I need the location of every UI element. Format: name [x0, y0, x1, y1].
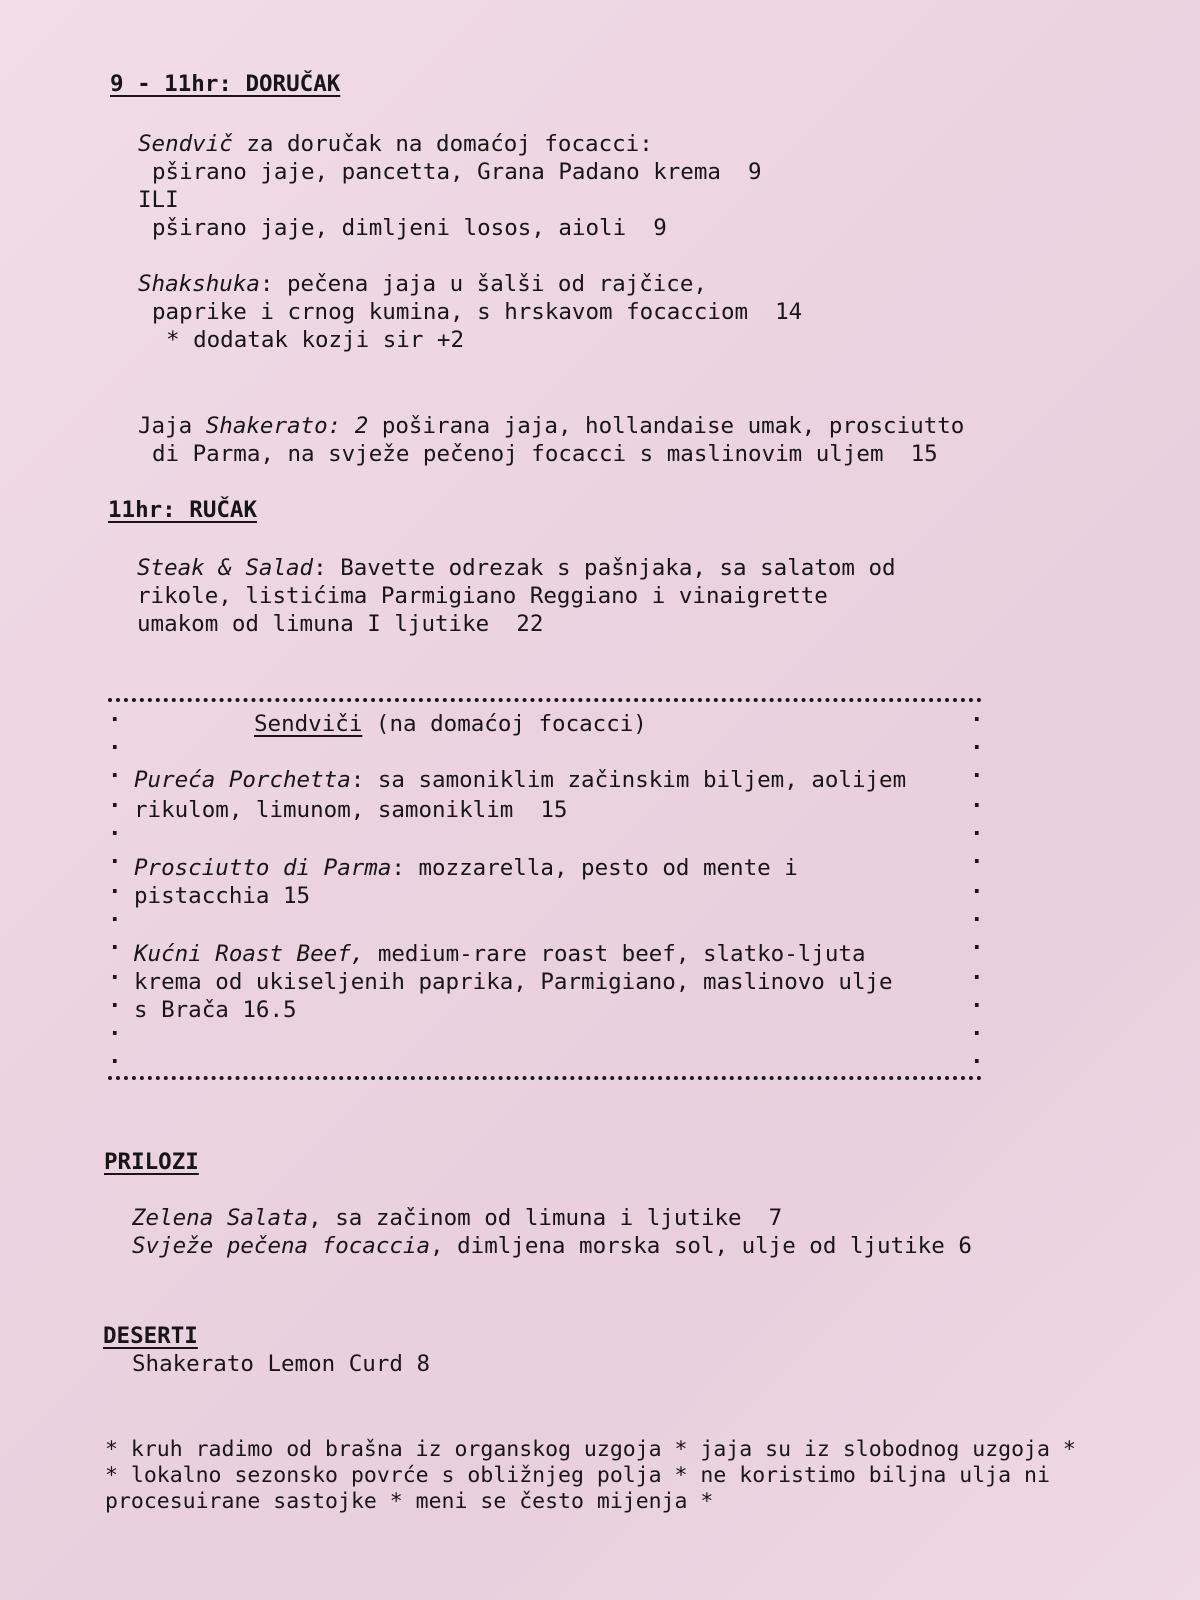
desserts-heading: DESERTI: [103, 1323, 198, 1349]
roastbeef-name: Kućni Roast Beef,: [134, 941, 365, 967]
roastbeef-title: [134, 940, 866, 968]
box-dot: .: [970, 701, 984, 727]
side-salad-desc: , sa začinom od limuna i ljutike 7: [308, 1205, 783, 1231]
dessert-item: Shakerato Lemon Curd 8: [132, 1351, 431, 1377]
box-dot: .: [970, 729, 984, 755]
box-dot: .: [970, 929, 984, 955]
breakfast-heading: 9 - 11hr: DORUČAK: [110, 71, 341, 97]
shakshuka-line-2: paprike i crnog kumina, s hrskavom focacciom 14: [152, 299, 803, 325]
sandwiches-title: Sendviči: [254, 711, 363, 737]
shakshuka-name: Shakshuka: [138, 271, 260, 297]
side-focaccia-desc: , dimljena morska sol, ulje od ljutike 6: [430, 1233, 972, 1259]
box-dot: .: [108, 1043, 122, 1069]
steak-salad-line-2: rikole, listićima Parmigiano Reggiano i vinaigrette: [137, 583, 828, 609]
box-dot: .: [970, 843, 984, 869]
box-dot: .: [108, 757, 122, 783]
box-dot: .: [970, 815, 984, 841]
porchetta-name: Pureća Porchetta: [134, 767, 351, 793]
box-dot: .: [108, 901, 122, 927]
box-dot: .: [970, 959, 984, 985]
breakfast-sandwich-option-1: pširano jaje, pancetta, Grana Padano krema 9: [152, 159, 762, 185]
steak-salad-desc: : Bavette odrezak s pašnjaka, sa salatom od: [313, 555, 896, 581]
box-dot: .: [108, 843, 122, 869]
porchetta-desc: : sa samoniklim začinskim biljem, aolijem: [350, 767, 907, 793]
box-dot: .: [970, 1043, 984, 1069]
prosciutto-title: [134, 854, 798, 882]
breakfast-sandwich-title: [138, 130, 653, 158]
box-dot: .: [108, 729, 122, 755]
box-dot: .: [108, 959, 122, 985]
steak-salad-title: [137, 554, 896, 582]
breakfast-sandwich-or: ILI: [138, 187, 179, 213]
side-salad: [132, 1204, 782, 1232]
box-dot: .: [108, 987, 122, 1013]
porchetta-line-2: rikulom, limunom, samoniklim 15: [134, 797, 568, 823]
jaja-shakerato-desc: poširana jaja, hollandaise umak, prosciutto: [368, 413, 965, 439]
footer-line-1: * kruh radimo od brašna iz organskog uzgoja * jaja su iz slobodnog uzgoja *: [105, 1437, 1076, 1462]
sides-heading: PRILOZI: [104, 1149, 199, 1175]
sandwiches-subtitle: (na domaćoj focacci): [362, 711, 647, 737]
footer-line-3: procesuirane sastojke * meni se često mijenja *: [105, 1489, 714, 1514]
jaja-prefix: Jaja: [138, 413, 206, 439]
shakshuka-addon: * dodatak kozji sir +2: [166, 327, 465, 353]
shakshuka-desc: : pečena jaja u šalši od rajčice,: [259, 271, 707, 297]
box-dot: .: [970, 901, 984, 927]
side-focaccia: [132, 1232, 972, 1260]
box-dot: .: [108, 1015, 122, 1041]
sandwich-box-top-border: [108, 698, 982, 702]
box-dot: .: [108, 815, 122, 841]
side-salad-name: Zelena Salata: [132, 1205, 309, 1231]
prosciutto-line-2: pistacchia 15: [134, 883, 311, 909]
shakshuka-title: [138, 270, 707, 298]
steak-salad-line-3: umakom od limuna I ljutike 22: [137, 611, 544, 637]
side-focaccia-name: Svježe pečena focaccia: [132, 1233, 431, 1259]
jaja-shakerato-name: Shakerato: 2: [205, 413, 369, 439]
box-dot: .: [108, 873, 122, 899]
sandwiches-header: [254, 710, 647, 738]
box-dot: .: [108, 787, 122, 813]
box-dot: .: [970, 787, 984, 813]
jaja-shakerato-title: [138, 412, 964, 440]
box-dot: .: [108, 929, 122, 955]
prosciutto-desc: : mozzarella, pesto od mente i: [391, 855, 798, 881]
roastbeef-desc: medium-rare roast beef, slatko-ljuta: [364, 941, 866, 967]
box-dot: .: [970, 757, 984, 783]
roastbeef-line-2: krema od ukiseljenih paprika, Parmigiano, maslinovo ulje: [134, 969, 893, 995]
breakfast-sandwich-name: Sendvič: [138, 131, 233, 157]
box-dot: .: [970, 1015, 984, 1041]
box-dot: .: [970, 987, 984, 1013]
lunch-heading: 11hr: RUČAK: [108, 497, 258, 523]
breakfast-sandwich-option-2: pširano jaje, dimljeni losos, aioli 9: [152, 215, 667, 241]
box-dot: .: [108, 701, 122, 727]
jaja-shakerato-line-2: di Parma, na svježe pečenoj focacci s maslinovim uljem 15: [152, 441, 938, 467]
porchetta-title: [134, 766, 906, 794]
footer-line-2: * lokalno sezonsko povrće s obližnjeg polja * ne koristimo biljna ulja ni: [105, 1463, 1050, 1488]
roastbeef-line-3: s Brača 16.5: [134, 997, 297, 1023]
box-dot: .: [970, 873, 984, 899]
prosciutto-name: Prosciutto di Parma: [134, 855, 392, 881]
sandwich-box-bottom-border: [108, 1076, 982, 1080]
steak-salad-name: Steak & Salad: [137, 555, 314, 581]
breakfast-sandwich-desc: za doručak na domaćoj focacci:: [232, 131, 653, 157]
